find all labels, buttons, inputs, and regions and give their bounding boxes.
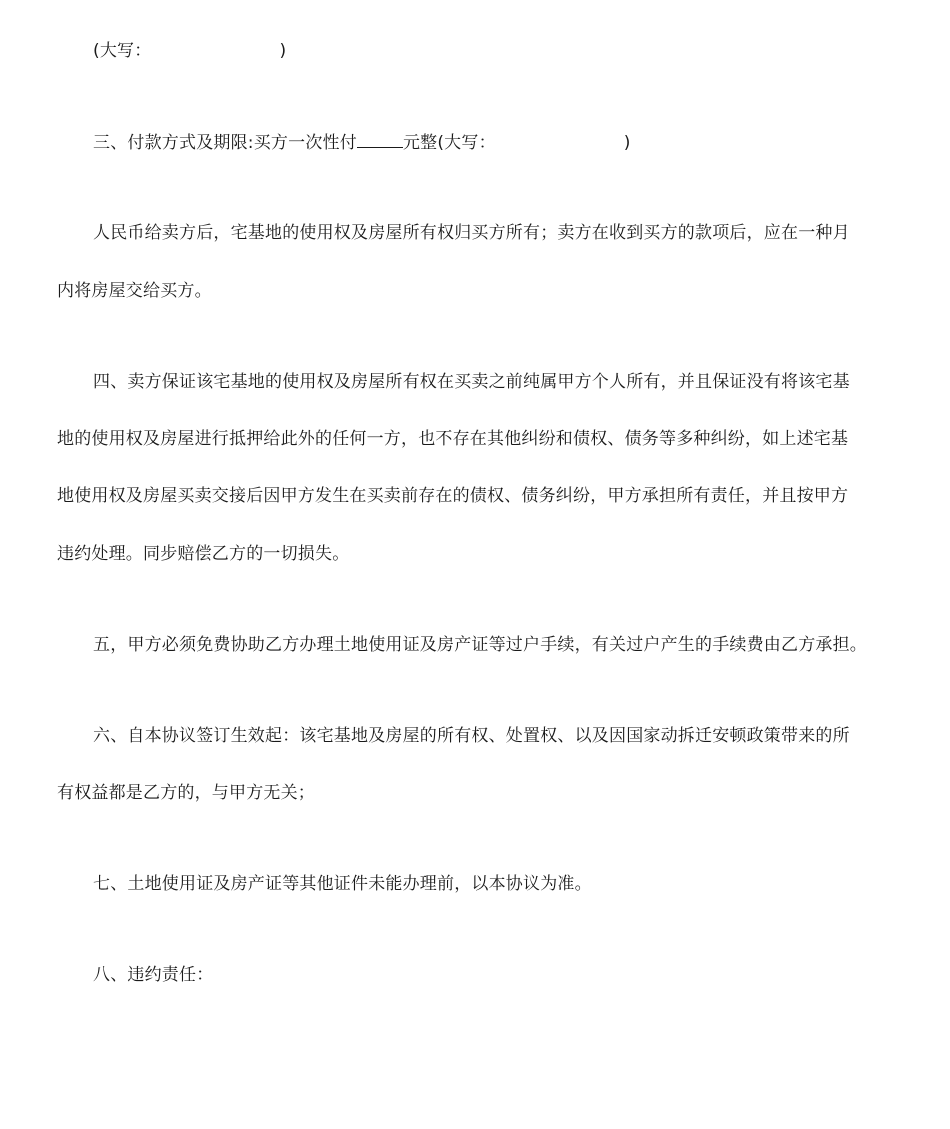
clause-3-payment-line (93, 131, 631, 154)
clause-4-line-4: 违约处理。同步赔偿乙方的一切损失。 (57, 544, 350, 564)
clause-7-line: 七、土地使用证及房产证等其他证件未能办理前，以本协议为准。 (93, 874, 592, 894)
clause-4-line-3: 地使用权及房屋买卖交接后因甲方发生在买卖前存在的债权、债务纠纷，甲方承担所有责任，并且按甲方 (57, 486, 849, 506)
payment-amount-blank (357, 131, 403, 148)
amount-in-words-close: ) (279, 41, 287, 61)
clause-6-line-2: 有权益都是乙方的，与甲方无关； (57, 783, 315, 803)
clause-5-line: 五，甲方必须免费协助乙方办理土地使用证及房产证等过户手续，有关过户产生的手续费由乙方承担。 (93, 635, 867, 655)
clause-3-payment-text: 三、付款方式及期限:买方一次性付 (93, 133, 357, 153)
amount-in-words-line (93, 40, 286, 62)
clause-4-line-2: 地的使用权及房屋进行抵押给此外的任何一方，也不存在其他纠纷和债权、债务等多种纠纷，如上述宅基 (57, 429, 849, 449)
clause-3-close: ) (623, 133, 631, 153)
clause-8-heading: 八、违约责任： (93, 965, 214, 985)
clause-4-line-1: 四、卖方保证该宅基地的使用权及房屋所有权在买卖之前纯属甲方个人所有，并且保证没有将该宅基 (93, 372, 850, 392)
clause-3-yuan-text: 元整(大写： (402, 133, 496, 153)
amount-in-words-label: (大写： (93, 41, 152, 61)
clause-6-line-1: 六、自本协议签订生效起：该宅基地及房屋的所有权、处置权、以及因国家动拆迁安顿政策带来的所 (93, 726, 850, 746)
clause-3-body-line-1: 人民币给卖方后，宅基地的使用权及房屋所有权归买方所有；卖方在收到买方的款项后，应在一种月 (93, 223, 850, 243)
clause-3-body-line-2: 内将房屋交给买方。 (57, 281, 212, 301)
